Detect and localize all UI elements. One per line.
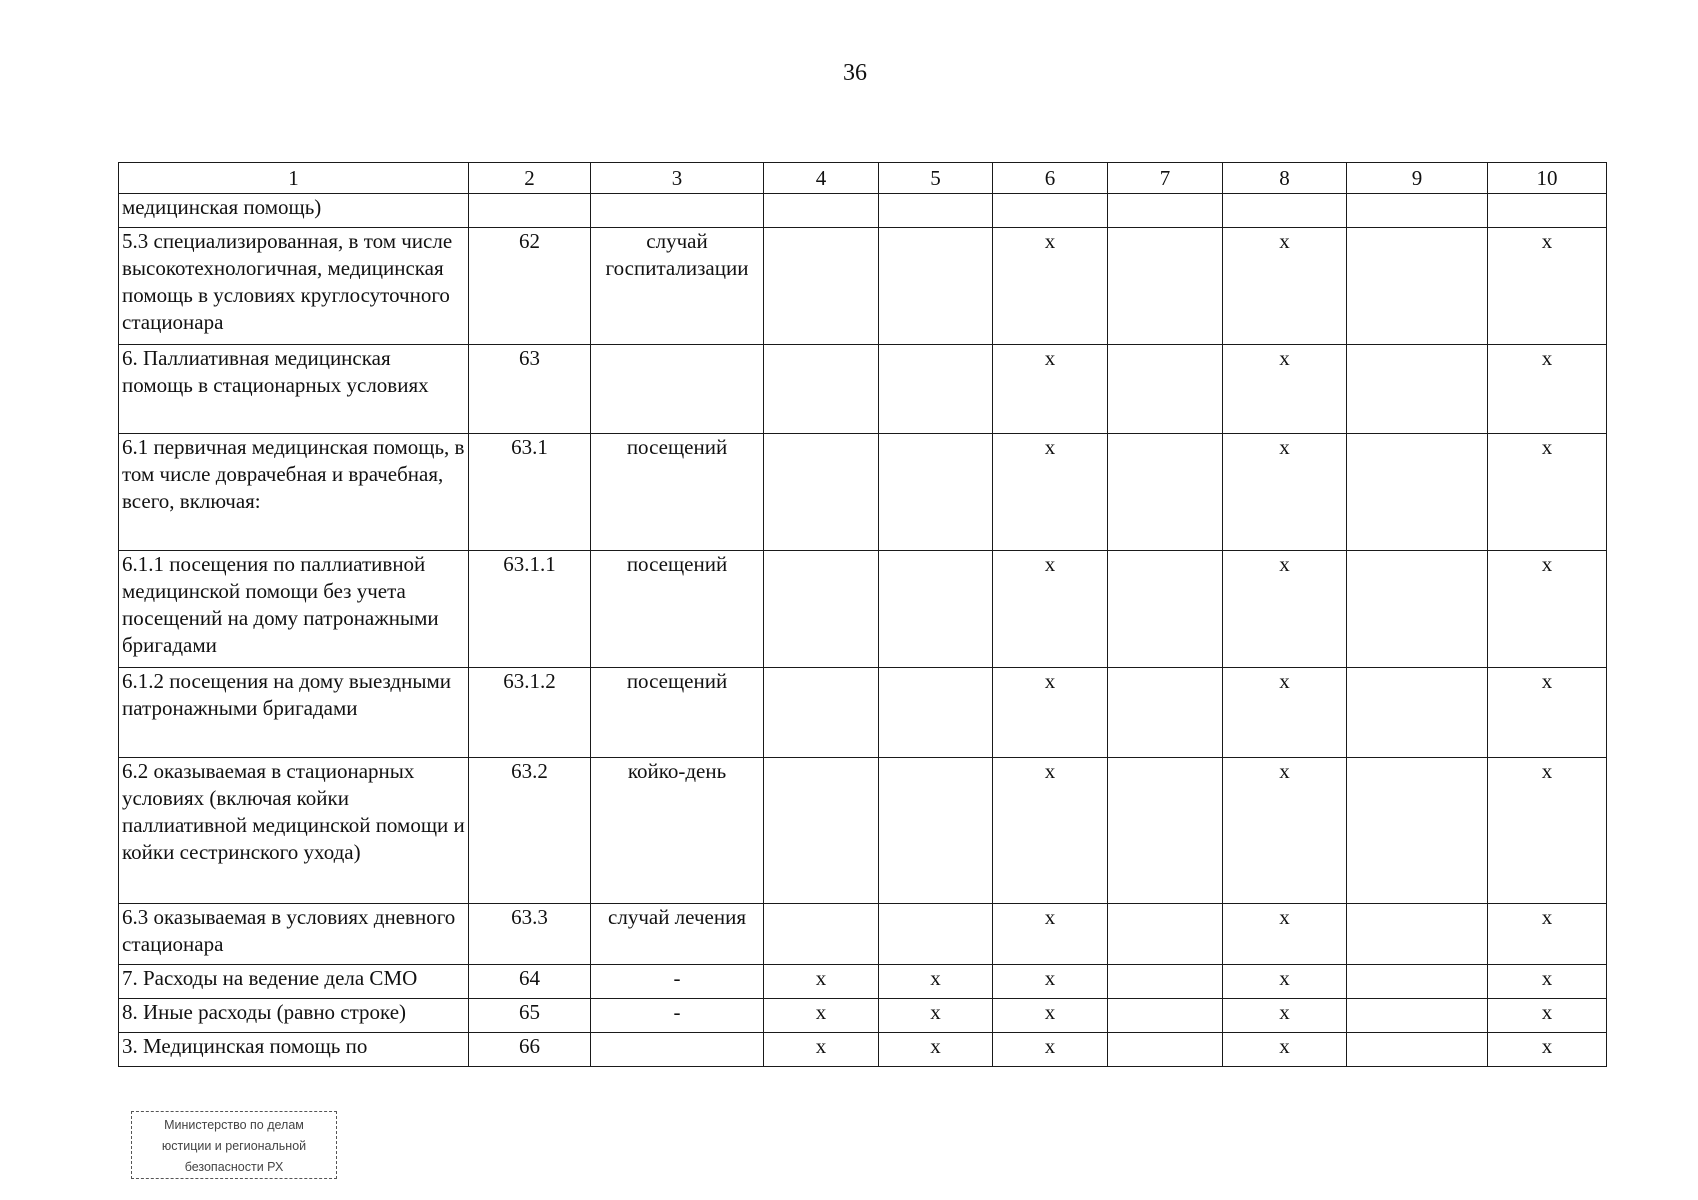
row-unit-cell: посещений	[591, 434, 764, 551]
row-unit-cell: посещений	[591, 551, 764, 668]
table-row	[119, 965, 1607, 999]
row-unit-cell: -	[591, 999, 764, 1033]
header-cell-2: 2	[469, 163, 591, 194]
col10-cell: х	[1488, 668, 1607, 758]
col7-cell	[1108, 434, 1223, 551]
col6-cell: х	[993, 758, 1108, 904]
col8-cell: х	[1223, 999, 1347, 1033]
col10-cell: х	[1488, 758, 1607, 904]
col9-cell	[1347, 194, 1488, 228]
col8-cell: х	[1223, 1033, 1347, 1067]
col10-cell	[1488, 194, 1607, 228]
col6-cell: х	[993, 345, 1108, 434]
col8-cell: х	[1223, 668, 1347, 758]
stamp-line: Министерство по делам	[164, 1118, 304, 1132]
table-row	[119, 434, 1607, 551]
table-row	[119, 999, 1607, 1033]
col9-cell	[1347, 434, 1488, 551]
col10-cell: х	[1488, 228, 1607, 345]
row-code-cell: 65	[469, 999, 591, 1033]
col8-cell: х	[1223, 434, 1347, 551]
col5-cell: х	[879, 999, 993, 1033]
row-name-cell: 8. Иные расходы (равно строке)	[119, 999, 469, 1033]
table-row	[119, 1033, 1607, 1067]
row-code-cell: 63.3	[469, 904, 591, 965]
col5-cell: х	[879, 1033, 993, 1067]
row-code-cell: 66	[469, 1033, 591, 1067]
col4-cell	[764, 904, 879, 965]
row-code-cell	[469, 194, 591, 228]
col5-cell	[879, 228, 993, 345]
col7-cell	[1108, 904, 1223, 965]
col10-cell: х	[1488, 904, 1607, 965]
row-name-cell: 5.3 специализированная, в том числе высокотехнологичная, медицинская помощь в условиях круглосуточного стационара	[119, 228, 469, 345]
header-cell-9: 9	[1347, 163, 1488, 194]
row-code-cell: 64	[469, 965, 591, 999]
row-unit-cell	[591, 194, 764, 228]
row-unit-cell: посещений	[591, 668, 764, 758]
table-row	[119, 668, 1607, 758]
col10-cell: х	[1488, 965, 1607, 999]
table-row	[119, 228, 1607, 345]
col6-cell	[993, 194, 1108, 228]
col4-cell	[764, 228, 879, 345]
col8-cell	[1223, 194, 1347, 228]
col7-cell	[1108, 551, 1223, 668]
col4-cell	[764, 345, 879, 434]
col9-cell	[1347, 965, 1488, 999]
col6-cell: х	[993, 1033, 1108, 1067]
table-row	[119, 758, 1607, 904]
data-table	[118, 162, 1607, 1067]
col8-cell: х	[1223, 551, 1347, 668]
header-cell-6: 6	[993, 163, 1108, 194]
col10-cell: х	[1488, 1033, 1607, 1067]
stamp-line: безопасности РХ	[184, 1160, 284, 1174]
col6-cell: х	[993, 551, 1108, 668]
row-name-cell: 7. Расходы на ведение дела СМО	[119, 965, 469, 999]
col5-cell	[879, 668, 993, 758]
header-cell-7: 7	[1108, 163, 1223, 194]
col10-cell: х	[1488, 551, 1607, 668]
col8-cell: х	[1223, 345, 1347, 434]
col4-cell: х	[764, 1033, 879, 1067]
col9-cell	[1347, 904, 1488, 965]
row-unit-cell	[591, 345, 764, 434]
row-unit-cell	[591, 1033, 764, 1067]
col8-cell: х	[1223, 758, 1347, 904]
row-code-cell: 63.1.2	[469, 668, 591, 758]
header-cell-4: 4	[764, 163, 879, 194]
col9-cell	[1347, 551, 1488, 668]
col7-cell	[1108, 668, 1223, 758]
col4-cell: х	[764, 999, 879, 1033]
col8-cell: х	[1223, 965, 1347, 999]
col10-cell: х	[1488, 999, 1607, 1033]
col7-cell	[1108, 228, 1223, 345]
col9-cell	[1347, 999, 1488, 1033]
col8-cell: х	[1223, 228, 1347, 345]
col5-cell: х	[879, 965, 993, 999]
row-name-cell: 6.1.2 посещения на дому выездными патронажными бригадами	[119, 668, 469, 758]
row-name-cell: 6.1.1 посещения по паллиативной медицинской помощи без учета посещений на дому патронажными бригадами	[119, 551, 469, 668]
col6-cell: х	[993, 999, 1108, 1033]
col5-cell	[879, 434, 993, 551]
col9-cell	[1347, 228, 1488, 345]
col6-cell: х	[993, 904, 1108, 965]
col6-cell: х	[993, 228, 1108, 345]
col5-cell	[879, 551, 993, 668]
col7-cell	[1108, 758, 1223, 904]
col9-cell	[1347, 345, 1488, 434]
row-name-cell: 6.3 оказываемая в условиях дневного стационара	[119, 904, 469, 965]
row-code-cell: 63.2	[469, 758, 591, 904]
col5-cell	[879, 345, 993, 434]
ministry-stamp	[131, 1111, 337, 1179]
col9-cell	[1347, 668, 1488, 758]
page-number: 36	[843, 60, 867, 86]
table-row	[119, 345, 1607, 434]
col7-cell	[1108, 999, 1223, 1033]
col7-cell	[1108, 1033, 1223, 1067]
table-row	[119, 551, 1607, 668]
header-cell-8: 8	[1223, 163, 1347, 194]
row-name-cell: 6.2 оказываемая в стационарных условиях (включая койки паллиативной медицинской помощи и койки сестринского ухода)	[119, 758, 469, 904]
col7-cell	[1108, 965, 1223, 999]
col6-cell: х	[993, 668, 1108, 758]
col9-cell	[1347, 758, 1488, 904]
row-name-cell: 6.1 первичная медицинская помощь, в том числе доврачебная и врачебная, всего, включая:	[119, 434, 469, 551]
col4-cell	[764, 194, 879, 228]
table-row	[119, 194, 1607, 228]
row-code-cell: 63.1	[469, 434, 591, 551]
table-body	[119, 163, 1607, 1067]
col6-cell: х	[993, 965, 1108, 999]
col4-cell	[764, 551, 879, 668]
header-cell-3: 3	[591, 163, 764, 194]
col5-cell	[879, 194, 993, 228]
row-name-cell: медицинская помощь)	[119, 194, 469, 228]
row-unit-cell: случай лечения	[591, 904, 764, 965]
header-cell-1: 1	[119, 163, 469, 194]
col7-cell	[1108, 345, 1223, 434]
col4-cell	[764, 758, 879, 904]
row-code-cell: 63.1.1	[469, 551, 591, 668]
col4-cell	[764, 434, 879, 551]
col10-cell: х	[1488, 345, 1607, 434]
row-unit-cell: случай госпитализации	[591, 228, 764, 345]
col9-cell	[1347, 1033, 1488, 1067]
header-row	[119, 163, 1607, 194]
table-row	[119, 904, 1607, 965]
row-code-cell: 63	[469, 345, 591, 434]
col5-cell	[879, 758, 993, 904]
col4-cell: х	[764, 965, 879, 999]
col10-cell: х	[1488, 434, 1607, 551]
col4-cell	[764, 668, 879, 758]
row-unit-cell: -	[591, 965, 764, 999]
row-code-cell: 62	[469, 228, 591, 345]
col8-cell: х	[1223, 904, 1347, 965]
col7-cell	[1108, 194, 1223, 228]
stamp-line: юстиции и региональной	[161, 1139, 307, 1153]
col6-cell: х	[993, 434, 1108, 551]
row-unit-cell: койко-день	[591, 758, 764, 904]
header-cell-10: 10	[1488, 163, 1607, 194]
row-name-cell: 6. Паллиативная медицинская помощь в стационарных условиях	[119, 345, 469, 434]
header-cell-5: 5	[879, 163, 993, 194]
row-name-cell: 3. Медицинская помощь по	[119, 1033, 469, 1067]
col5-cell	[879, 904, 993, 965]
